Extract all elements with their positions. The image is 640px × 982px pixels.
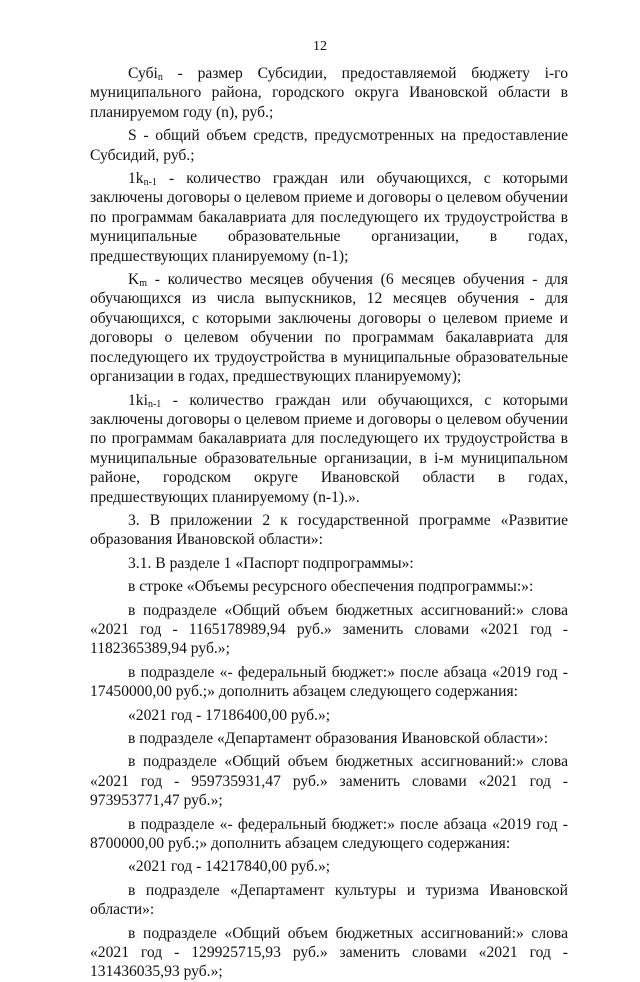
definition-text: - количество граждан или обучающихся, с которыми заключены договоры о целевом приеме и договоры о целевом обучении по программам бакалавриата для последующего их трудоустройства в муниципальные образовательные организации, в годах, предшествующих планируемому (n-1); <box>90 170 568 265</box>
paragraph: 3. В приложении 2 к государственной программе «Развитие образования Ивановской области»: <box>90 511 568 549</box>
definition-1ki <box>90 391 568 507</box>
document-body <box>90 64 568 982</box>
paragraph: в подразделе «- федеральный бюджет:» после абзаца «2019 год - 17450000,00 руб.;» дополнить абзацем следующего содержания: <box>90 663 568 701</box>
term-subscript: n-1 <box>147 398 162 410</box>
paragraph: в подразделе «Общий объем бюджетных ассигнований:» слова «2021 год - 959735931,47 руб.» заменить словами «2021 год - 973953771,47 руб.»; <box>90 753 568 810</box>
term-km: K <box>128 271 140 289</box>
definition-km <box>90 270 568 386</box>
definition-s: S - общий объем средств, предусмотренных на предоставление Субсидий, руб.; <box>90 127 568 164</box>
term-subscript: m <box>139 278 148 290</box>
term-1ki: 1ki <box>128 391 148 409</box>
paragraph: в подразделе «Общий объем бюджетных ассигнований:» слова «2021 год - 129925715,93 руб.» заменить словами «2021 год - 131436035,93 руб.»; <box>90 924 568 981</box>
paragraph: в подразделе «Общий объем бюджетных ассигнований:» слова «2021 год - 1165178989,94 руб.» заменить словами «2021 год - 1182365389,94 руб.»; <box>90 601 568 658</box>
paragraph: 3.1. В разделе 1 «Паспорт подпрограммы»: <box>128 554 414 572</box>
paragraph: «2021 год - 17186400,00 руб.»; <box>128 706 331 724</box>
paragraph: в подразделе «- федеральный бюджет:» после абзаца «2019 год - 8700000,00 руб.;» дополнить абзацем следующего содержания: <box>90 815 568 853</box>
definition-text: - количество граждан или обучающихся, с которыми заключены договоры о целевом приеме и договоры о целевом обучении по программам бакалавриата для последующего их трудоустройства в муниципальные образовательные организации, в і-м муниципальном районе, городском округе Ивановской области в годах, предшествующих планируемому (n-1).». <box>90 391 568 506</box>
definition-subi <box>90 64 568 122</box>
definition-1k <box>90 169 568 266</box>
paragraph: «2021 год - 14217840,00 руб.»; <box>128 858 331 876</box>
paragraph: в подразделе «Департамент культуры и туризма Ивановской области»: <box>90 881 568 919</box>
page-number: 12 <box>313 39 327 54</box>
term-subscript: n-1 <box>143 177 157 189</box>
paragraph: в строке «Объемы ресурсного обеспечения подпрограммы:»: <box>128 578 534 596</box>
term-1k: 1k <box>128 170 144 188</box>
term-subi: Субі <box>128 65 158 82</box>
paragraph: в подразделе «Департамент образования Ивановской области»: <box>128 730 549 747</box>
definition-text: - размер Субсидии, предоставляемой бюджету і-го муниципального района, городского округа Ивановской области в планируемом году (n), руб.; <box>90 65 568 121</box>
term-subscript: n <box>157 72 163 83</box>
definition-text: - количество месяцев обучения (6 месяцев обучения - для обучающихся из числа выпускников, 12 месяцев обучения - для обучающихся, с которыми заключены договоры о целевом приеме и договоры о целевом обучении по программам бакалавриата для последующего их трудоустройства в муниципальные образовательные организации в годах, предшествующих планируемому); <box>90 271 568 386</box>
